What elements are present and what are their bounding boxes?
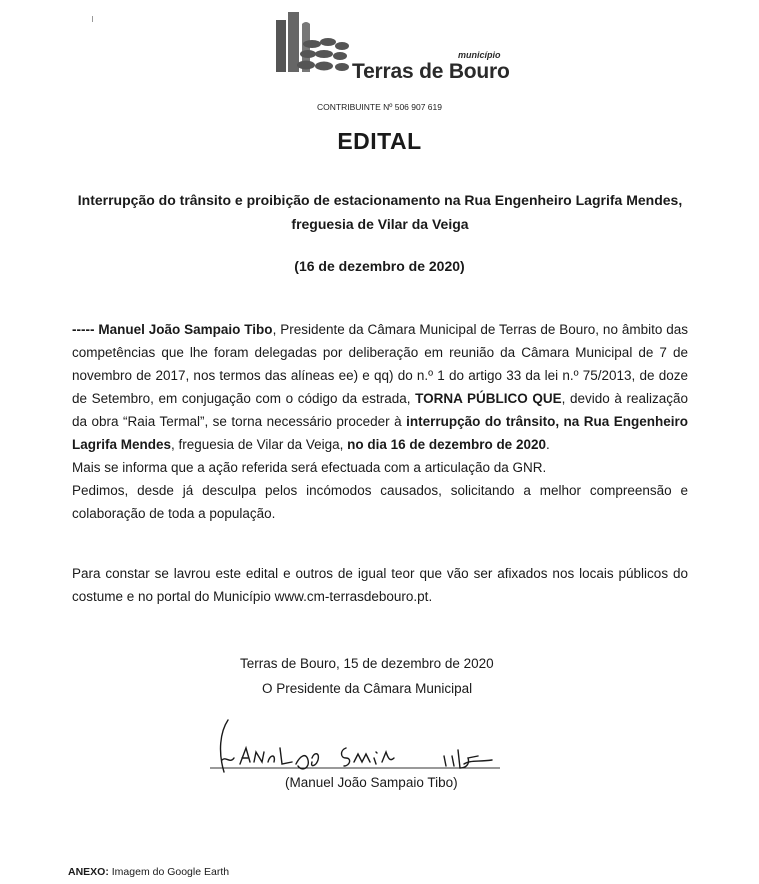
body-text-segment: , Presidente da Câmara Municipal de Terras de Bouro, no âmbito das competências que lhe foram delegadas por deliberação em reunião da Câmara Municipal de 7 de novembro de 2017, nos termos das alíneas ee) e qq) do n.º 1 do artigo 33 da lei n.º 75/2013, de doze de Setembro, em conjugação com o código da estrada,: [72, 322, 689, 406]
subject-heading: Interrupção do trânsito e proibição de estacionamento na Rua Engenheiro Lagrifa Mendes, freguesia de Vilar da Veiga: [77, 192, 683, 232]
body-text-segment: , freguesia de Vilar da Veiga,: [171, 437, 348, 452]
logo-municipio-label: município: [458, 50, 501, 60]
dashes: -----: [72, 322, 99, 337]
date-highlight: no dia 16 de dezembro de 2020: [347, 437, 546, 452]
annex-note: [68, 866, 229, 878]
annex-text: Imagem do Google Earth: [108, 866, 230, 878]
torna-publico: TORNA PÚBLICO QUE: [415, 391, 562, 406]
place-and-date: Terras de Bouro, 15 de dezembro de 2020: [240, 656, 494, 671]
signatory-name: (Manuel João Sampaio Tibo): [285, 775, 458, 790]
president-title: O Presidente da Câmara Municipal: [262, 681, 473, 696]
logo-name: Terras de Bouro: [352, 60, 510, 83]
interrupcao-highlight: interrupção do trânsito, na Rua Engenheiro Lagrifa Mendes: [72, 414, 688, 452]
document-title: EDITAL: [337, 128, 422, 154]
closing-paragraph: [72, 562, 688, 608]
scan-mark: [92, 16, 93, 22]
handwritten-signature: [200, 712, 510, 782]
logo-emblem-icon: [272, 10, 352, 82]
portal-link[interactable]: www.cm-terrasdebouro.pt: [274, 589, 429, 604]
body-text-segment: .: [545, 437, 550, 452]
notice-body: [72, 318, 688, 525]
president-name: Manuel João Sampaio Tibo: [98, 322, 273, 337]
closing-text: Para constar se lavrou este edital e outros de igual teor que vão ser afixados nos locais públicos do costume e no portal do Município: [72, 566, 688, 604]
closing-end: .: [428, 589, 433, 604]
body-paragraph-2: Mais se informa que a ação referida será efectuada com a articulação da GNR.: [72, 460, 547, 475]
notice-date: (16 de dezembro de 2020): [294, 258, 465, 274]
body-text-segment: , devido à realização da obra “Raia Termal”, se torna necessário proceder à: [72, 391, 688, 429]
annex-label: ANEXO:: [68, 866, 109, 878]
body-paragraph-3: Pedimos, desde já desculpa pelos incómodos causados, solicitando a melhor compreensão e colaboração de toda a população.: [72, 483, 688, 521]
municipality-logo: [272, 10, 510, 85]
body-paragraph-1: [72, 318, 688, 456]
contribuinte-number: CONTRIBUINTE Nº 506 907 619: [317, 102, 442, 112]
